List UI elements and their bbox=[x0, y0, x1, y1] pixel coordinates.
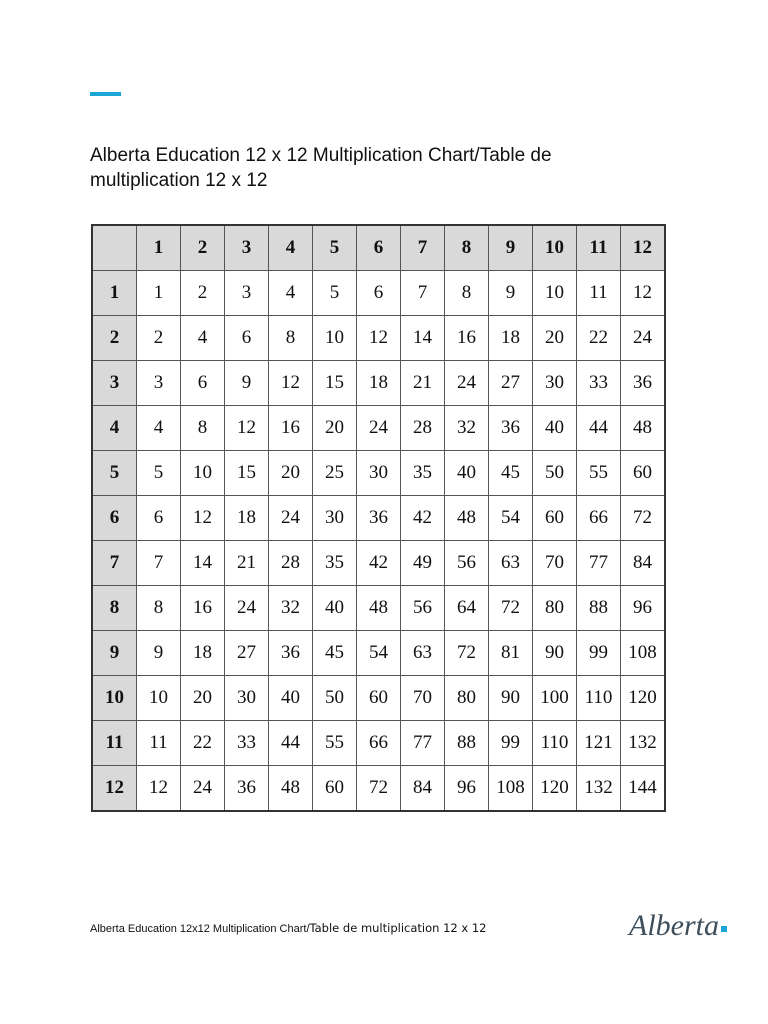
table-cell: 11 bbox=[577, 271, 621, 316]
table-cell: 77 bbox=[577, 541, 621, 586]
table-cell: 30 bbox=[313, 496, 357, 541]
alberta-logo-graphic bbox=[627, 902, 731, 946]
table-cell: 108 bbox=[489, 766, 533, 812]
table-cell: 66 bbox=[357, 721, 401, 766]
table-row bbox=[92, 406, 665, 451]
table-cell: 20 bbox=[269, 451, 313, 496]
row-header: 3 bbox=[92, 361, 137, 406]
table-cell: 63 bbox=[401, 631, 445, 676]
table-cell: 50 bbox=[533, 451, 577, 496]
column-header: 11 bbox=[577, 225, 621, 271]
table-cell: 110 bbox=[533, 721, 577, 766]
row-header: 8 bbox=[92, 586, 137, 631]
table-body bbox=[92, 225, 665, 811]
column-header: 2 bbox=[181, 225, 225, 271]
table-cell: 1 bbox=[137, 271, 181, 316]
column-header: 8 bbox=[445, 225, 489, 271]
table-cell: 35 bbox=[313, 541, 357, 586]
table-cell: 40 bbox=[313, 586, 357, 631]
table-cell: 3 bbox=[225, 271, 269, 316]
table-cell: 32 bbox=[445, 406, 489, 451]
table-row bbox=[92, 361, 665, 406]
table-cell: 49 bbox=[401, 541, 445, 586]
table-cell: 70 bbox=[401, 676, 445, 721]
table-cell: 54 bbox=[489, 496, 533, 541]
table-row bbox=[92, 721, 665, 766]
multiplication-table bbox=[91, 224, 666, 812]
table-cell: 21 bbox=[401, 361, 445, 406]
table-cell: 32 bbox=[269, 586, 313, 631]
table-cell: 24 bbox=[357, 406, 401, 451]
table-cell: 42 bbox=[401, 496, 445, 541]
table-cell: 8 bbox=[137, 586, 181, 631]
table-cell: 80 bbox=[445, 676, 489, 721]
table-cell: 100 bbox=[533, 676, 577, 721]
table-row bbox=[92, 676, 665, 721]
table-row bbox=[92, 766, 665, 812]
column-header: 12 bbox=[621, 225, 666, 271]
table-row bbox=[92, 271, 665, 316]
table-cell: 96 bbox=[445, 766, 489, 812]
column-header: 6 bbox=[357, 225, 401, 271]
row-header: 2 bbox=[92, 316, 137, 361]
table-cell: 84 bbox=[401, 766, 445, 812]
table-cell: 28 bbox=[401, 406, 445, 451]
page-title: Alberta Education 12 x 12 Multiplication Chart/Table de multiplication 12 x 12 bbox=[90, 145, 552, 191]
table-cell: 5 bbox=[313, 271, 357, 316]
table-cell: 12 bbox=[269, 361, 313, 406]
column-header: 3 bbox=[225, 225, 269, 271]
table-cell: 9 bbox=[489, 271, 533, 316]
table-cell: 55 bbox=[577, 451, 621, 496]
column-header: 7 bbox=[401, 225, 445, 271]
row-header: 6 bbox=[92, 496, 137, 541]
table-cell: 35 bbox=[401, 451, 445, 496]
table-cell: 96 bbox=[621, 586, 666, 631]
table-cell: 18 bbox=[225, 496, 269, 541]
table-cell: 5 bbox=[137, 451, 181, 496]
table-cell: 60 bbox=[621, 451, 666, 496]
table-cell: 99 bbox=[489, 721, 533, 766]
table-cell: 70 bbox=[533, 541, 577, 586]
row-header: 11 bbox=[92, 721, 137, 766]
table-cell: 18 bbox=[489, 316, 533, 361]
table-cell: 6 bbox=[137, 496, 181, 541]
table-cell: 56 bbox=[445, 541, 489, 586]
table-cell: 24 bbox=[621, 316, 666, 361]
table-cell: 27 bbox=[489, 361, 533, 406]
accent-bar bbox=[90, 92, 121, 96]
table-cell: 40 bbox=[533, 406, 577, 451]
table-cell: 9 bbox=[137, 631, 181, 676]
table-cell: 36 bbox=[489, 406, 533, 451]
table-cell: 63 bbox=[489, 541, 533, 586]
table-cell: 60 bbox=[357, 676, 401, 721]
table-cell: 20 bbox=[533, 316, 577, 361]
row-header: 12 bbox=[92, 766, 137, 812]
table-cell: 6 bbox=[357, 271, 401, 316]
table-cell: 22 bbox=[577, 316, 621, 361]
table-cell: 7 bbox=[401, 271, 445, 316]
table-cell: 10 bbox=[533, 271, 577, 316]
table-cell: 72 bbox=[445, 631, 489, 676]
table-cell: 48 bbox=[445, 496, 489, 541]
column-header: 9 bbox=[489, 225, 533, 271]
table-cell: 33 bbox=[225, 721, 269, 766]
table-cell: 72 bbox=[621, 496, 666, 541]
table-cell: 36 bbox=[621, 361, 666, 406]
table-cell: 12 bbox=[181, 496, 225, 541]
table-cell: 12 bbox=[621, 271, 666, 316]
table-cell: 81 bbox=[489, 631, 533, 676]
table-cell: 66 bbox=[577, 496, 621, 541]
table-cell: 12 bbox=[137, 766, 181, 812]
table-cell: 60 bbox=[533, 496, 577, 541]
table-cell: 8 bbox=[445, 271, 489, 316]
table-cell: 24 bbox=[445, 361, 489, 406]
table-cell: 90 bbox=[533, 631, 577, 676]
table-cell: 48 bbox=[357, 586, 401, 631]
table-cell: 144 bbox=[621, 766, 666, 812]
table-cell: 72 bbox=[357, 766, 401, 812]
table-cell: 33 bbox=[577, 361, 621, 406]
table-cell: 8 bbox=[269, 316, 313, 361]
table-row bbox=[92, 496, 665, 541]
alberta-logo bbox=[627, 902, 731, 946]
table-cell: 84 bbox=[621, 541, 666, 586]
table-cell: 27 bbox=[225, 631, 269, 676]
table-cell: 4 bbox=[181, 316, 225, 361]
alberta-logo-accent-square bbox=[721, 926, 727, 932]
table-cell: 20 bbox=[181, 676, 225, 721]
table-cell: 108 bbox=[621, 631, 666, 676]
table-cell: 54 bbox=[357, 631, 401, 676]
table-cell: 110 bbox=[577, 676, 621, 721]
row-header: 9 bbox=[92, 631, 137, 676]
table-cell: 132 bbox=[577, 766, 621, 812]
table-cell: 55 bbox=[313, 721, 357, 766]
table-cell: 120 bbox=[533, 766, 577, 812]
table-cell: 11 bbox=[137, 721, 181, 766]
table-cell: 50 bbox=[313, 676, 357, 721]
table-cell: 9 bbox=[225, 361, 269, 406]
table-cell: 7 bbox=[137, 541, 181, 586]
table-cell: 90 bbox=[489, 676, 533, 721]
column-header: 4 bbox=[269, 225, 313, 271]
table-cell: 10 bbox=[313, 316, 357, 361]
row-header: 5 bbox=[92, 451, 137, 496]
row-header: 4 bbox=[92, 406, 137, 451]
table-cell: 64 bbox=[445, 586, 489, 631]
table-cell: 40 bbox=[269, 676, 313, 721]
table-cell: 77 bbox=[401, 721, 445, 766]
table-cell: 15 bbox=[225, 451, 269, 496]
table-cell: 44 bbox=[577, 406, 621, 451]
table-corner-cell bbox=[92, 225, 137, 271]
table-cell: 6 bbox=[225, 316, 269, 361]
table-cell: 16 bbox=[445, 316, 489, 361]
table-cell: 18 bbox=[181, 631, 225, 676]
alberta-logo-wordmark: Alberta bbox=[629, 909, 719, 942]
table-cell: 14 bbox=[181, 541, 225, 586]
table-cell: 15 bbox=[313, 361, 357, 406]
table-cell: 2 bbox=[181, 271, 225, 316]
table-cell: 40 bbox=[445, 451, 489, 496]
row-header: 10 bbox=[92, 676, 137, 721]
table-cell: 30 bbox=[533, 361, 577, 406]
table-cell: 3 bbox=[137, 361, 181, 406]
table-row bbox=[92, 586, 665, 631]
table-cell: 44 bbox=[269, 721, 313, 766]
table-cell: 88 bbox=[445, 721, 489, 766]
table-cell: 48 bbox=[269, 766, 313, 812]
table-cell: 4 bbox=[137, 406, 181, 451]
table-cell: 99 bbox=[577, 631, 621, 676]
table-row bbox=[92, 451, 665, 496]
table-cell: 4 bbox=[269, 271, 313, 316]
column-header: 10 bbox=[533, 225, 577, 271]
table-cell: 72 bbox=[489, 586, 533, 631]
table-row bbox=[92, 541, 665, 586]
table-cell: 60 bbox=[313, 766, 357, 812]
table-cell: 56 bbox=[401, 586, 445, 631]
footer-caption-en: Alberta Education 12x12 Multiplication Chart/ bbox=[90, 923, 310, 935]
table-cell: 24 bbox=[181, 766, 225, 812]
table-cell: 8 bbox=[181, 406, 225, 451]
footer-caption bbox=[90, 921, 486, 935]
table-cell: 18 bbox=[357, 361, 401, 406]
table-cell: 6 bbox=[181, 361, 225, 406]
table-cell: 120 bbox=[621, 676, 666, 721]
table-row bbox=[92, 316, 665, 361]
table-cell: 21 bbox=[225, 541, 269, 586]
column-header: 1 bbox=[137, 225, 181, 271]
table-cell: 45 bbox=[313, 631, 357, 676]
table-cell: 24 bbox=[225, 586, 269, 631]
table-cell: 28 bbox=[269, 541, 313, 586]
table-cell: 14 bbox=[401, 316, 445, 361]
table-cell: 24 bbox=[269, 496, 313, 541]
table-cell: 42 bbox=[357, 541, 401, 586]
table-cell: 12 bbox=[357, 316, 401, 361]
table-cell: 30 bbox=[225, 676, 269, 721]
table-cell: 10 bbox=[181, 451, 225, 496]
table-cell: 88 bbox=[577, 586, 621, 631]
table-cell: 25 bbox=[313, 451, 357, 496]
table-cell: 16 bbox=[181, 586, 225, 631]
table-cell: 121 bbox=[577, 721, 621, 766]
table-cell: 16 bbox=[269, 406, 313, 451]
table-cell: 80 bbox=[533, 586, 577, 631]
table-cell: 36 bbox=[357, 496, 401, 541]
row-header: 7 bbox=[92, 541, 137, 586]
footer-caption-fr: Table de multiplication 12 x 12 bbox=[309, 921, 487, 935]
table-cell: 36 bbox=[225, 766, 269, 812]
table-cell: 22 bbox=[181, 721, 225, 766]
table-cell: 132 bbox=[621, 721, 666, 766]
table-cell: 10 bbox=[137, 676, 181, 721]
table-header-row bbox=[92, 225, 665, 271]
table-cell: 48 bbox=[621, 406, 666, 451]
table-row bbox=[92, 631, 665, 676]
row-header: 1 bbox=[92, 271, 137, 316]
table-cell: 12 bbox=[225, 406, 269, 451]
table-cell: 30 bbox=[357, 451, 401, 496]
table-cell: 45 bbox=[489, 451, 533, 496]
table-cell: 20 bbox=[313, 406, 357, 451]
column-header: 5 bbox=[313, 225, 357, 271]
table-cell: 2 bbox=[137, 316, 181, 361]
table-cell: 36 bbox=[269, 631, 313, 676]
